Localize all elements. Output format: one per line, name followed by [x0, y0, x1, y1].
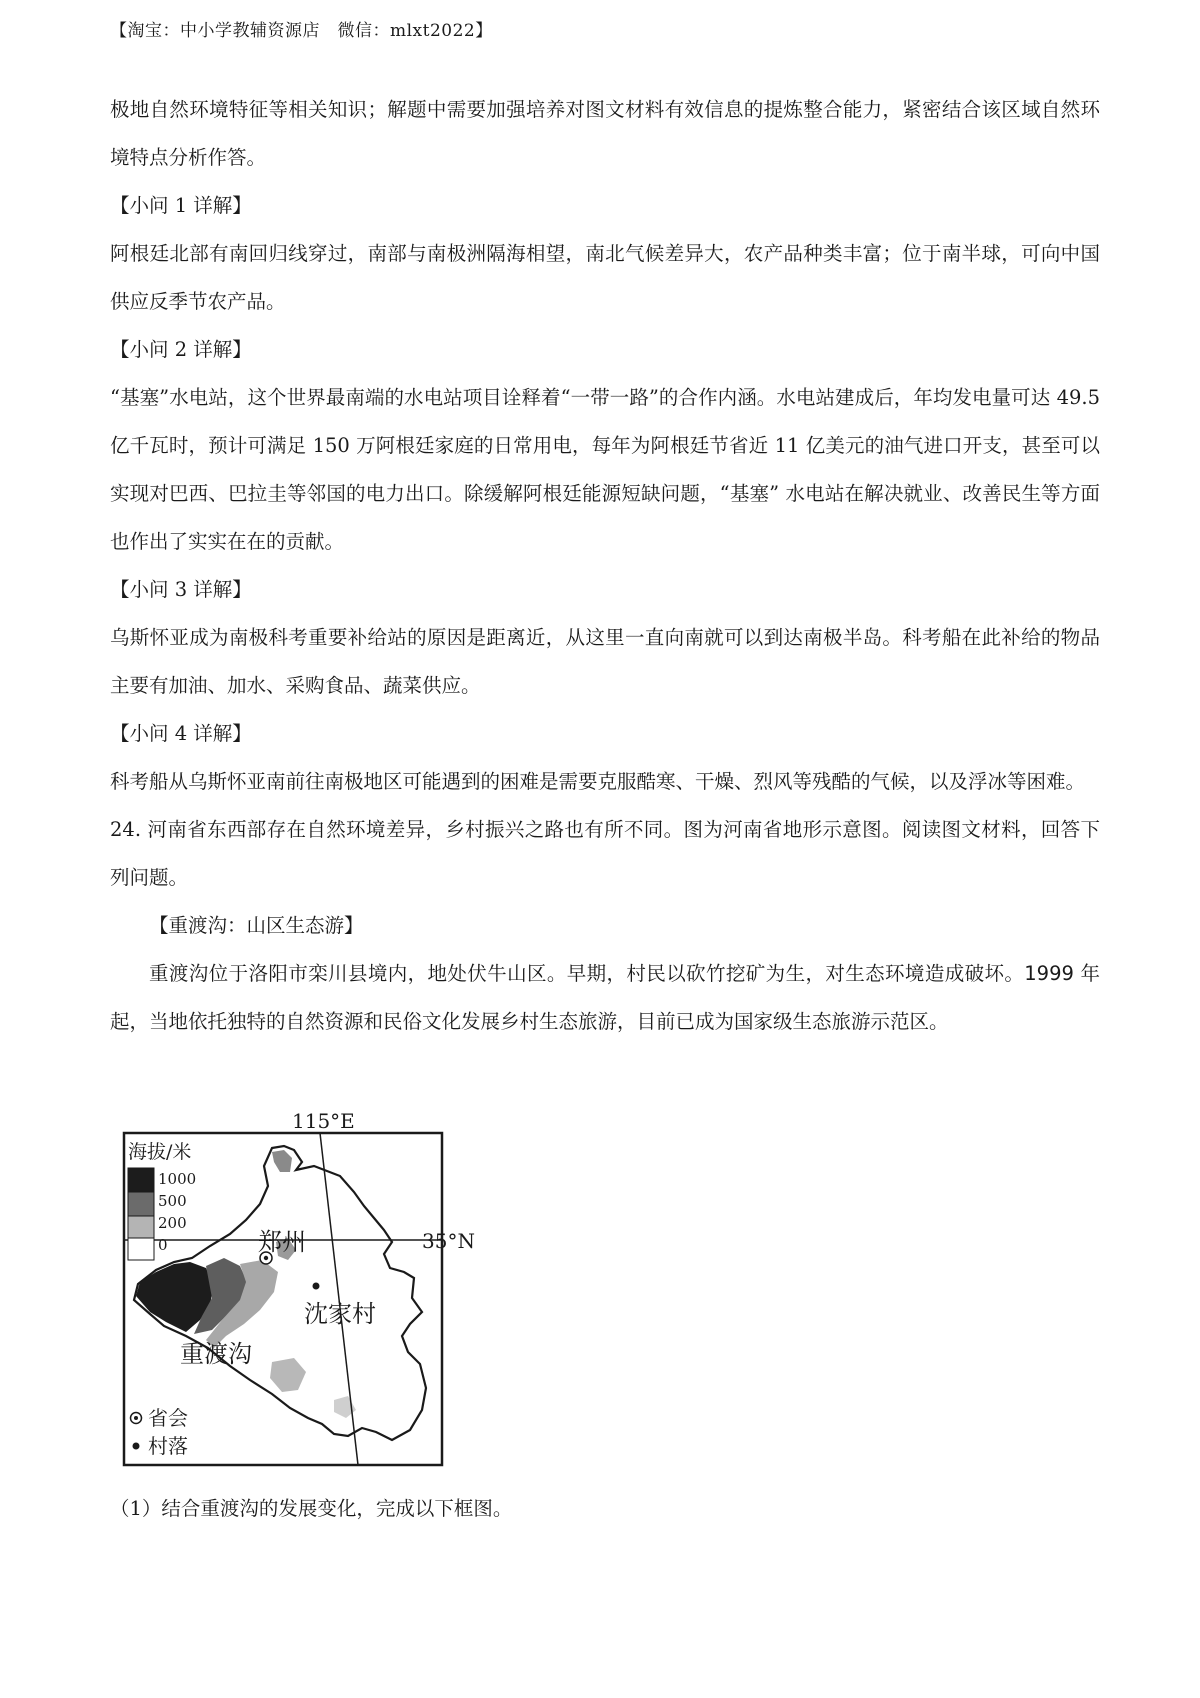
legend-swatches	[128, 1168, 154, 1260]
dot-icon	[313, 1283, 320, 1290]
section-4-body: 科考船从乌斯怀亚南前往南极地区可能遇到的困难是需要克服酷寒、干燥、烈风等残酷的气候，以及浮冰等困难。	[110, 770, 1086, 793]
dot-icon	[133, 1443, 140, 1450]
legend-swatch-0	[128, 1238, 154, 1260]
longitude-label: 115°E	[292, 1109, 355, 1133]
legend-swatch-500	[128, 1192, 154, 1216]
key-capital: 省会	[148, 1406, 188, 1430]
double-circle-icon	[131, 1413, 142, 1424]
henan-terrain-map	[122, 1100, 492, 1470]
legend-level-1000: 1000	[158, 1170, 197, 1188]
legend-title: 海拔/米	[128, 1141, 192, 1163]
section-2-body: “基塞”水电站，这个世界最南端的水电站项目诠释着“一带一路”的合作内涵。水电站建成后，年均发电量可达 49.5 亿千瓦时，预计可满足 150 万阿根廷家庭的日常用电，每年为阿根廷节省近 11 亿美元的油气进口开支，甚至可以实现对巴西、巴拉圭等邻国的电力出口。除缓解阿根廷能源短缺问题，“基塞” 水电站在解决就业、改善民生等方面也作出了实实在在的贡献。	[110, 386, 1100, 553]
map-figure	[122, 1100, 492, 1470]
page-header: 【淘宝：中小学教辅资源店 微信：mlxt2022】	[110, 21, 493, 41]
latitude-label: 35°N	[422, 1229, 475, 1253]
place-shenjiacun: 沈家村	[304, 1300, 376, 1328]
legend-level-500: 500	[158, 1192, 187, 1210]
section-2-title: 【小问 2 详解】	[110, 338, 252, 361]
place-zhengzhou: 郑州	[258, 1228, 306, 1256]
section-1-title: 【小问 1 详解】	[110, 194, 252, 217]
legend-level-0: 0	[158, 1236, 168, 1254]
section-4-title: 【小问 4 详解】	[110, 722, 252, 745]
material-title: 【重渡沟：山区生态游】	[149, 914, 364, 937]
material-body: 重渡沟位于洛阳市栾川县境内，地处伏牛山区。早期，村民以砍竹挖矿为生，对生态环境造成破坏。1999 年起，当地依托独特的自然资源和民俗文化发展乡村生态旅游，目前已成为国家级生态旅游示范区。	[110, 962, 1100, 1033]
sub-question-1: （1）结合重渡沟的发展变化，完成以下框图。	[110, 1497, 513, 1520]
sub-question-block	[110, 1485, 1100, 1533]
section-1-body: 阿根廷北部有南回归线穿过，南部与南极洲隔海相望，南北气候差异大，农产品种类丰富；位于南半球，可向中国供应反季节农产品。	[110, 242, 1100, 313]
legend-swatch-200	[128, 1216, 154, 1238]
question-24: 24. 河南省东西部存在自然环境差异，乡村振兴之路也有所不同。图为河南省地形示意图。阅读图文材料，回答下列问题。	[110, 818, 1100, 889]
place-chongdugou: 重渡沟	[180, 1340, 252, 1368]
answer-text	[110, 86, 1100, 1046]
legend-swatch-1000	[128, 1168, 154, 1192]
intro-paragraph: 极地自然环境特征等相关知识；解题中需要加强培养对图文材料有效信息的提炼整合能力，紧密结合该区域自然环境特点分析作答。	[110, 98, 1100, 169]
legend-level-200: 200	[158, 1214, 187, 1232]
section-3-body: 乌斯怀亚成为南极科考重要补给站的原因是距离近，从这里一直向南就可以到达南极半岛。科考船在此补给的物品主要有加油、加水、采购食品、蔬菜供应。	[110, 626, 1100, 697]
key-village: 村落	[148, 1434, 188, 1458]
section-3-title: 【小问 3 详解】	[110, 578, 252, 601]
